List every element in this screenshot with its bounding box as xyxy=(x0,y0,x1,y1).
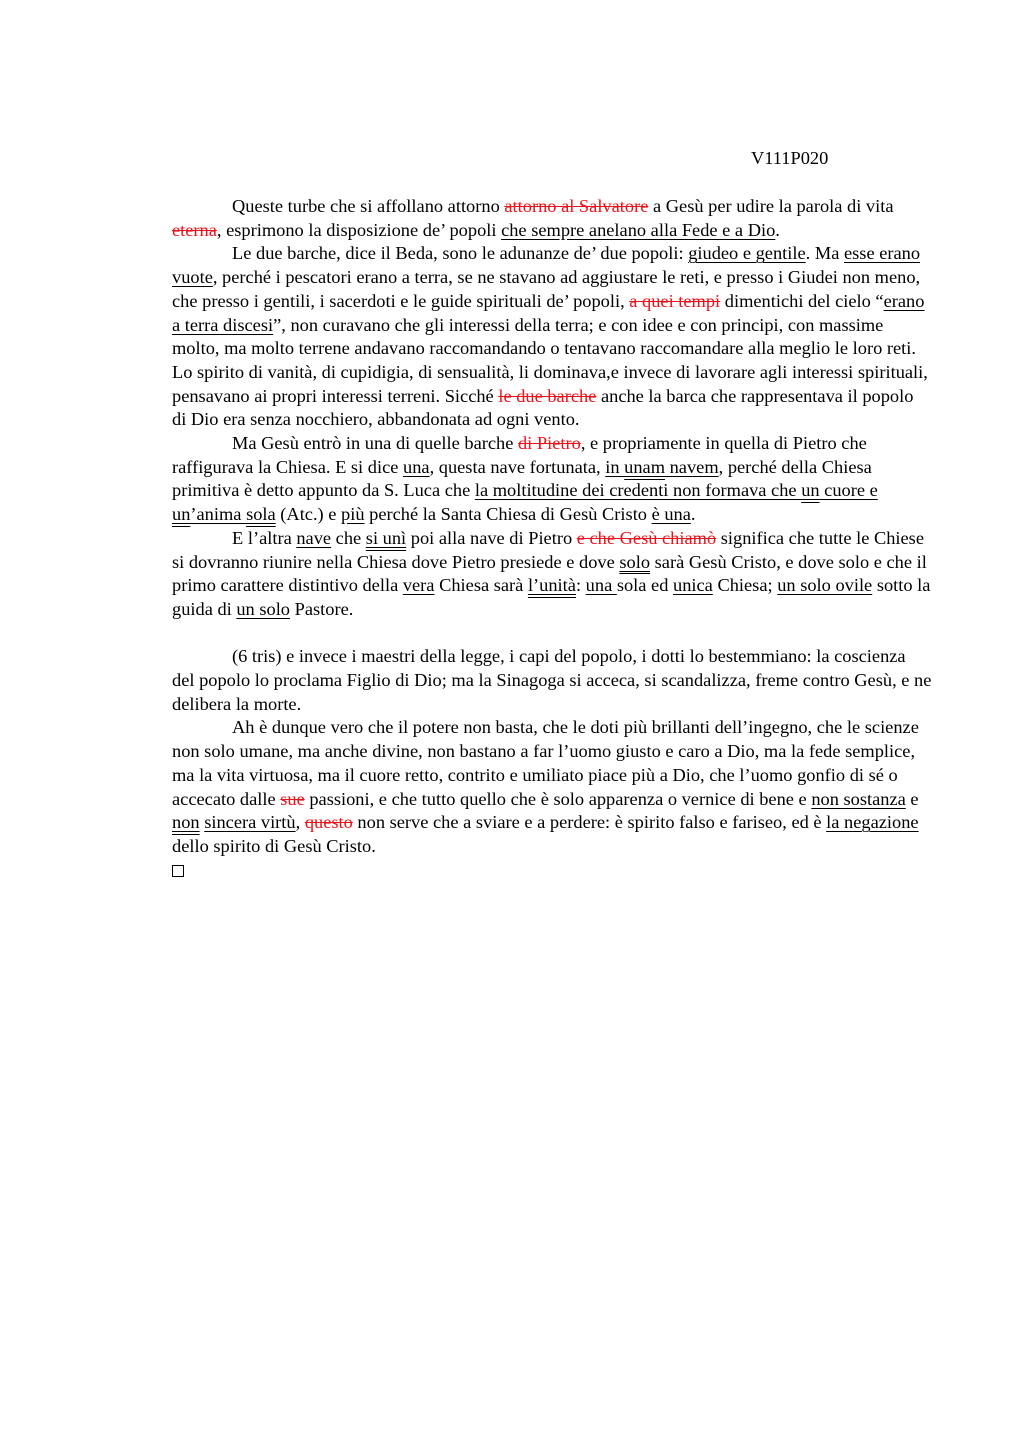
double-underlined-text: sola xyxy=(246,504,276,525)
text-segment: poi alla nave di Pietro xyxy=(406,527,577,548)
paragraph xyxy=(172,645,932,716)
text-segment: , esprimono la disposizione de’ popoli xyxy=(216,219,502,240)
double-underlined-text: si unì xyxy=(365,527,407,548)
deleted-text: e che Gesù chiamò xyxy=(576,527,717,548)
deleted-text: eterna xyxy=(172,219,217,240)
double-underlined-text: non xyxy=(172,812,200,833)
deleted-text: attorno al Salvatore xyxy=(504,196,649,216)
text-segment: dello spirito di Gesù Cristo. xyxy=(172,835,376,856)
text-segment: , xyxy=(295,812,305,833)
underlined-text: cuore e xyxy=(819,480,878,501)
paragraph xyxy=(172,432,932,527)
underlined-text: vera xyxy=(402,575,435,596)
double-underlined-text: un xyxy=(801,480,820,501)
underlined-text: che sempre anelano alla Fede e a Dio xyxy=(501,219,776,240)
document-body xyxy=(172,195,932,877)
text-segment: passioni, e che tutto quello che è solo apparenza o vernice di bene e xyxy=(304,788,812,809)
double-underlined-text: un xyxy=(172,504,191,525)
text-segment: Chiesa sarà xyxy=(434,575,528,596)
text-segment: Queste turbe che si affollano attorno xyxy=(232,196,505,216)
text-segment: dimentichi del cielo “ xyxy=(720,290,884,311)
paragraph xyxy=(172,195,932,242)
underlined-text: la negazione xyxy=(826,812,919,833)
text-segment: a Gesù per udire la parola di vita xyxy=(648,196,894,216)
page-id: V111P020 xyxy=(751,148,829,168)
double-underlined-text: l’unità xyxy=(527,575,576,596)
text-segment: Ah è dunque vero che il potere non basta, che le doti più brillanti dell’ingegno, che le scienze non solo umane, ma anche divine, non bastano a far l’uomo giusto e caro a Dio, ma la fede semplice, ma la vita virtuosa, ma il cuore retto, contrito e umiliato piace più a Dio, che l’uomo gonfio di sé o accecato dalle xyxy=(172,717,919,809)
underlined-text: una xyxy=(403,456,430,477)
underlined-text: più xyxy=(341,504,365,525)
double-underlined-text: unam xyxy=(624,456,665,477)
deleted-text: questo xyxy=(304,812,353,833)
text-segment: , questa nave fortunata, xyxy=(429,456,606,477)
text-segment: , perché i pescatori erano a terra, se ne stavano ad aggiustare le reti, e presso i Giudei non meno, che presso i gentili, i sacerdoti e le guide spirituali de’ popoli, xyxy=(172,267,921,311)
underlined-text: una xyxy=(585,575,617,596)
text-segment: Pastore. xyxy=(290,598,354,619)
text-segment: e xyxy=(905,788,919,809)
text-segment: sola ed xyxy=(616,575,674,596)
underlined-text: giudeo e gentile xyxy=(688,243,806,264)
paragraph xyxy=(172,242,932,432)
text-segment: (6 tris) e invece i maestri della legge, i capi del popolo, i dotti lo bestemmiano: la coscienza del popolo lo proclama Figlio di Dio; ma la Sinagoga si acceca, si scandalizza, freme contro Gesù, e ne delibera la morte. xyxy=(172,646,932,714)
text-segment: ”, non curavano che gli interessi della terra; e con idee e con principi, con massime molto, ma molto terrene andavano raccomandando o tentavano raccomandare alla meglio le loro reti. Lo spirito di vanità, di cupidigia, di sensualità, li dominava,e invece di lavorare agli interessi spirituali, pensavano ai propri interessi terreni. Sicché xyxy=(172,314,928,406)
double-underlined-text: solo xyxy=(619,551,651,572)
underlined-text: erano a terra discesi xyxy=(172,290,925,335)
underlined-text: è una xyxy=(651,504,691,525)
underlined-text: la moltitudine dei credenti non formava che xyxy=(474,480,802,501)
text-segment: . xyxy=(775,219,780,240)
underlined-text: ’anima xyxy=(190,504,247,525)
text-segment: , e propriamente in quella di Pietro che raffigurava la Chiesa. E si dice xyxy=(172,433,867,477)
underlined-text: nave xyxy=(296,527,332,548)
paragraph xyxy=(172,716,932,858)
underlined-text: un solo xyxy=(236,598,291,619)
text-segment: , perché della Chiesa primitiva è detto appunto da S. Luca che xyxy=(172,456,872,501)
text-segment: (Atc.) e xyxy=(275,504,342,525)
text-segment: che xyxy=(331,527,366,548)
text-segment: non serve che a sviare e a perdere: è spirito falso e fariseo, ed è xyxy=(352,812,827,833)
text-segment: sarà Gesù Cristo, e dove solo e che il primo carattere distintivo della xyxy=(172,551,927,596)
text-segment: sotto la guida di xyxy=(172,575,931,619)
deleted-text: le due barche xyxy=(498,385,597,406)
underlined-text: un solo ovile xyxy=(777,575,873,596)
text-segment: anche la barca che rappresentava il popolo di Dio era senza nocchiero, abbandonata ad ogni vento. xyxy=(172,385,914,430)
underlined-text: unica xyxy=(673,575,713,596)
deleted-text: a quei tempi xyxy=(629,290,721,311)
underlined-text: sincera virtù xyxy=(204,812,296,833)
deleted-text: sue xyxy=(280,788,305,809)
text-segment: . xyxy=(690,504,696,525)
text-segment: : xyxy=(575,575,586,596)
text-segment: Le due barche, dice il Beda, sono le adunanze de’ due popoli: xyxy=(232,243,689,264)
square-outline-icon xyxy=(172,865,184,877)
paragraph xyxy=(172,527,932,622)
underlined-text: in xyxy=(605,456,625,477)
underlined-text: non sostanza xyxy=(811,788,906,809)
text-segment: Ma Gesù entrò in una di quelle barche xyxy=(232,433,518,454)
text-segment: E l’altra xyxy=(232,527,297,548)
text-segment: perché la Santa Chiesa di Gesù Cristo xyxy=(364,504,652,525)
text-segment: . Ma xyxy=(805,243,844,264)
deleted-text: di Pietro xyxy=(517,433,581,454)
underlined-text: esse erano vuote xyxy=(172,243,921,288)
text-segment: Chiesa; xyxy=(712,575,778,596)
underlined-text: navem xyxy=(665,456,719,477)
text-segment: significa che tutte le Chiese si dovranno riunire nella Chiesa dove Pietro presiede e dove xyxy=(172,527,925,572)
